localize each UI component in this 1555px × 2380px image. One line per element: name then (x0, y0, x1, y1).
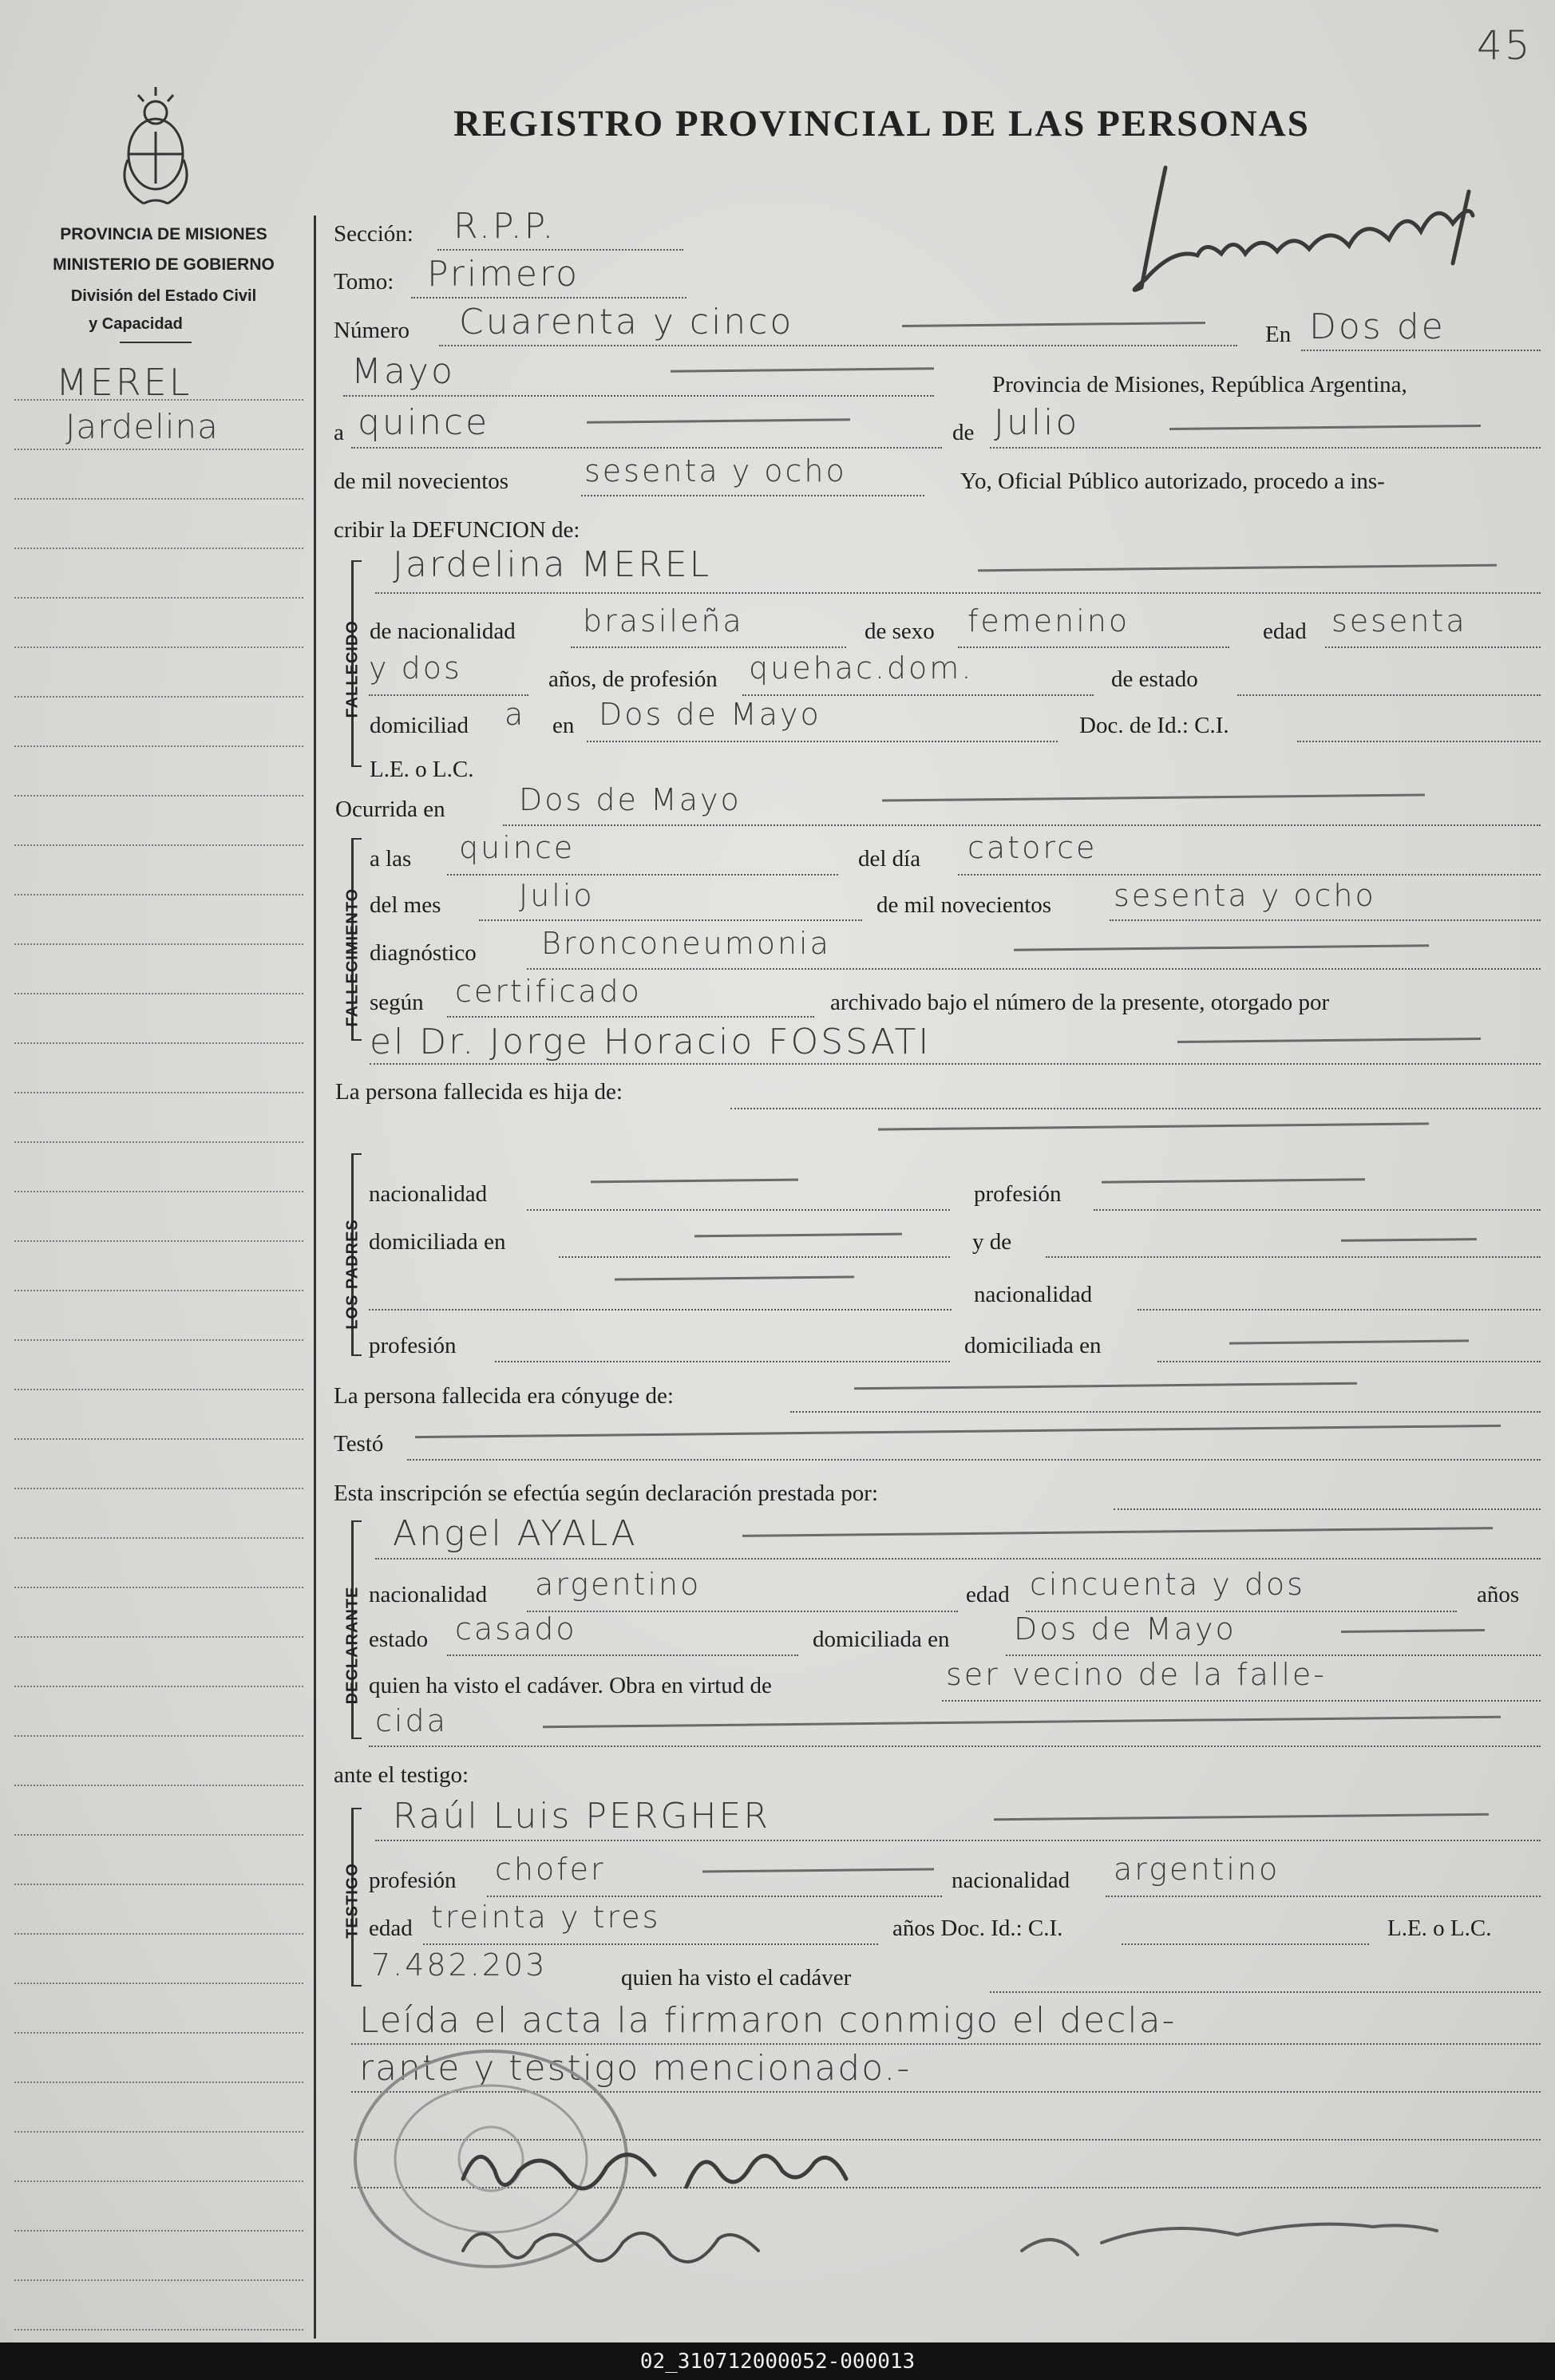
testigo-signature (447, 2203, 782, 2291)
year-label-death: de mil novecientos (876, 892, 1052, 918)
sidebar-ruled-line (14, 1785, 303, 1786)
sidebar-ruled-line (14, 1537, 303, 1539)
parents-profession-label: profesión (974, 1181, 1062, 1207)
testigo-saw-label: quien ha visto el cadáver (621, 1965, 852, 1991)
testigo-profession-label: profesión (369, 1868, 457, 1893)
footer-code: 02_310712000052-000013 (0, 2342, 1555, 2380)
day-label: del día (858, 846, 921, 872)
fallecido-section-label: FALLECIDO (343, 620, 362, 718)
time-label: a las (370, 846, 412, 872)
testo-label: Testó (334, 1431, 384, 1457)
sidebar-rule (120, 342, 192, 343)
sidebar-given-name: Jardelina (65, 407, 219, 446)
declarante-years-label: años (1477, 1582, 1520, 1607)
month-label: del mes (370, 892, 441, 918)
parents-profession2-label: profesión (369, 1333, 457, 1358)
sidebar-capacity: y Capacidad (89, 315, 183, 333)
fallecimiento-section-label: FALLECIMIENTO (343, 888, 362, 1027)
parents-section-label: LOS PADRES (343, 1219, 362, 1330)
sidebar-ruled-line (14, 2230, 303, 2232)
parents-domiciled-label: domiciliada en (369, 1229, 506, 1255)
sidebar-ruled-line (14, 1686, 303, 1687)
declarante-domicile-value: Dos de Mayo (1014, 1611, 1236, 1647)
occurred-label: Ocurrida en (335, 797, 445, 822)
testigo-age-value: treinta y tres (431, 1900, 661, 1935)
sidebar-ruled-line (14, 498, 303, 500)
sidebar-ruled-line (14, 1389, 303, 1390)
domicile-label: domiciliad (370, 713, 469, 738)
sex-value: femenino (967, 603, 1130, 638)
sidebar-ruled-line (14, 1983, 303, 1984)
sidebar-ruled-line (14, 1290, 303, 1291)
testigo-doc-label: años Doc. Id.: C.I. (892, 1915, 1063, 1941)
sidebar-ruled-line (14, 795, 303, 797)
a-label: a (334, 420, 344, 445)
sidebar-ruled-line (14, 696, 303, 698)
sidebar-ruled-line (14, 2131, 303, 2133)
sidebar-ruled-line (14, 2180, 303, 2182)
parents-intro: La persona fallecida es hija de: (335, 1079, 623, 1105)
year-value-death: sesenta y ocho (1114, 878, 1376, 913)
page-title: REGISTRO PROVINCIAL DE LAS PERSONAS (453, 103, 1310, 144)
sidebar-ruled-line (14, 1438, 303, 1440)
sidebar-ruled-line (14, 597, 303, 599)
declarante-reason: ser vecino de la falle- (946, 1657, 1327, 1692)
according-label: según (370, 990, 424, 1015)
sidebar-ruled-line (14, 1834, 303, 1836)
testigo-intro: ante el testigo: (334, 1762, 469, 1788)
testigo-profession-value: chofer (495, 1852, 606, 1887)
age-label: edad (1263, 619, 1307, 644)
place-continuation: Mayo (351, 351, 455, 392)
sidebar-ruled-line (14, 548, 303, 549)
month-value: Julio (994, 402, 1080, 443)
month-value-death: Julio (519, 878, 595, 913)
declarante-saw-label: quien ha visto el cadáver. Obra en virtud de (369, 1673, 772, 1698)
le-lc-label: L.E. o L.C. (370, 757, 474, 782)
sidebar-ruled-line (14, 1240, 303, 1242)
parents-and-of-label: y de (972, 1229, 1012, 1255)
testigo-section-label: TESTIGO (343, 1863, 362, 1939)
spouse-label: La persona fallecida era cónyuge de: (334, 1383, 674, 1409)
parents-domiciled2-label: domiciliada en (964, 1333, 1102, 1358)
tomo-label: Tomo: (334, 269, 394, 295)
sidebar-ruled-line (14, 745, 303, 747)
declarante-name: Angel AYALA (393, 1513, 638, 1554)
parents-nationality-label: nacionalidad (369, 1181, 488, 1207)
registrar-signature (1110, 160, 1485, 311)
age-continuation: y dos (369, 650, 462, 686)
time-value: quince (459, 830, 576, 865)
coat-of-arms-icon (112, 84, 200, 212)
tomo-value: Primero (427, 254, 580, 295)
sidebar-province: PROVINCIA DE MISIONES (60, 225, 267, 243)
sidebar-division: División del Estado Civil (70, 287, 257, 305)
numero-value: Cuarenta y cinco (459, 302, 794, 342)
parents-nationality2-label: nacionalidad (974, 1282, 1093, 1307)
seccion-label: Sección: (334, 221, 413, 247)
day-value: quince (358, 402, 490, 443)
sidebar-ruled-line (14, 1884, 303, 1885)
declarante-status-label: estado (369, 1627, 429, 1652)
numero-label: Número (334, 318, 410, 343)
official-signature (1006, 2187, 1453, 2283)
profession-value: quehac.dom. (749, 650, 974, 686)
sidebar-ruled-line (14, 1933, 303, 1935)
seccion-value: R.P.P. (453, 206, 556, 247)
testigo-le-label: L.E. o L.C. (1387, 1915, 1492, 1941)
age-value: sesenta (1331, 603, 1467, 638)
occurred-value: Dos de Mayo (519, 782, 742, 817)
testigo-nationality-value: argentino (1114, 1852, 1280, 1887)
declaration-intro: Esta inscripción se efectúa según declaración prestada por: (334, 1481, 879, 1506)
sidebar-ministry: MINISTERIO DE GOBIERNO (53, 255, 275, 274)
testigo-name: Raúl Luis PERGHER (393, 1796, 770, 1836)
sidebar-ruled-line (14, 399, 303, 401)
sidebar-ruled-line (14, 1735, 303, 1737)
doc-label: Doc. de Id.: C.I. (1079, 713, 1229, 738)
sidebar-ruled-line (14, 1092, 303, 1093)
declarante-nationality-value: argentino (535, 1567, 702, 1602)
day-value-death: catorce (967, 830, 1098, 865)
sidebar-ruled-line (14, 646, 303, 648)
sidebar-ruled-line (14, 894, 303, 895)
sidebar-ruled-line (14, 2279, 303, 2281)
diagnosis-value: Bronconeumonia (541, 926, 831, 961)
en-value: Dos de (1309, 306, 1446, 347)
archived-text: archivado bajo el número de la presente, otorgado por (830, 990, 1330, 1015)
sidebar-ruled-line (14, 2082, 303, 2083)
nationality-value: brasileña (583, 603, 744, 638)
sidebar-ruled-line (14, 1339, 303, 1341)
testigo-age-label: edad (369, 1915, 413, 1941)
domicile-en-label: en (552, 713, 575, 738)
sidebar-ruled-line (14, 844, 303, 846)
sidebar-ruled-line (14, 1636, 303, 1638)
testigo-doc-number: 7.482.203 (371, 1947, 548, 1983)
declarante-domiciled-label: domiciliada en (813, 1627, 950, 1652)
inscribe-text: cribir la DEFUNCION de: (334, 517, 580, 543)
province-text: Provincia de Misiones, República Argentina, (992, 372, 1407, 397)
year-prefix: de mil novecientos (334, 468, 509, 494)
nationality-label: de nacionalidad (370, 619, 516, 644)
diagnosis-label: diagnóstico (370, 940, 477, 966)
declarante-reason-continuation: cida (375, 1703, 448, 1738)
closing-line-1: Leída el acta la firmaron conmigo el decla- (359, 2000, 1177, 2041)
years-profession-label: años, de profesión (548, 666, 718, 692)
declarante-age-label: edad (966, 1582, 1010, 1607)
declarante-section-label: DECLARANTE (343, 1586, 362, 1705)
en-label: En (1265, 322, 1292, 347)
sidebar-ruled-line (14, 449, 303, 450)
sidebar-ruled-line (14, 943, 303, 945)
year-value: sesenta y ocho (584, 453, 847, 488)
sidebar-ruled-line (14, 1587, 303, 1588)
domicile-value: Dos de Mayo (599, 697, 821, 732)
sidebar-ruled-line (14, 1042, 303, 1044)
sex-label: de sexo (865, 619, 935, 644)
doctor-name: el Dr. Jorge Horacio FOSSATI (370, 1022, 932, 1062)
declarante-status-value: casado (455, 1611, 577, 1647)
sidebar-ruled-line (14, 1191, 303, 1192)
sidebar-ruled-line (14, 1488, 303, 1489)
page-number: 45 (1477, 22, 1533, 69)
declarante-age-value: cincuenta y dos (1030, 1567, 1305, 1602)
civil-status-label: de estado (1111, 666, 1198, 692)
fallecido-name: Jardelina MEREL (393, 544, 712, 585)
sidebar-divider (314, 215, 316, 2338)
according-value: certificado (455, 974, 642, 1009)
sidebar-ruled-line (14, 993, 303, 994)
closing-line-2: rante y testigo mencionado.- (359, 2048, 912, 2089)
domicile-suffix: a (504, 697, 526, 732)
de-label: de (952, 420, 975, 445)
sidebar-ruled-line (14, 1141, 303, 1143)
official-text: Yo, Oficial Público autorizado, procedo a ins- (960, 468, 1385, 494)
declarante-nationality-label: nacionalidad (369, 1582, 488, 1607)
testigo-nationality-label: nacionalidad (952, 1868, 1070, 1893)
sidebar-ruled-line (14, 2329, 303, 2331)
sidebar-ruled-line (14, 2032, 303, 2034)
sidebar-surname: MEREL (56, 361, 192, 404)
